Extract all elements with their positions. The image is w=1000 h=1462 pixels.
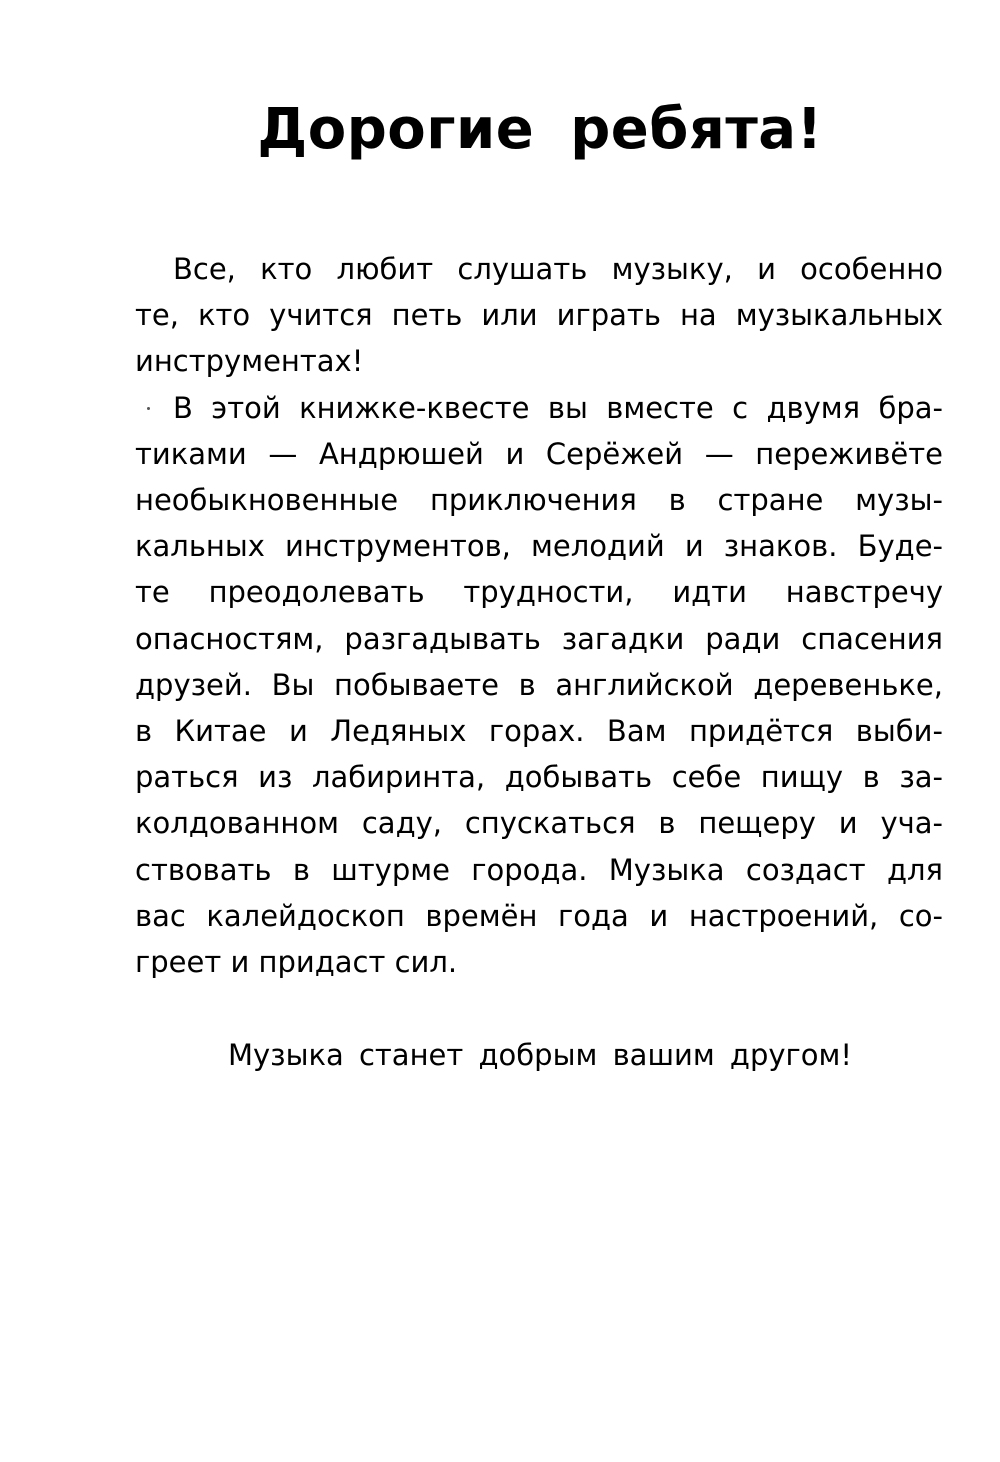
text-line: тиками — Андрюшей и Серёжей — переживёте	[135, 436, 943, 471]
text-line: необыкновенные приключения в стране музы-	[135, 483, 943, 518]
text-line: вас калейдоскоп времён года и настроений, со-	[135, 898, 943, 933]
paragraph-1	[135, 246, 943, 385]
text-line: кальных инструментов, мелодий и знаков. Буде-	[135, 529, 943, 564]
text-line: раться из лабиринта, добывать себе пищу в за-	[135, 760, 943, 795]
paragraph-2	[135, 385, 943, 986]
text-line: Все, кто любит слушать музыку, и особенно	[173, 252, 943, 286]
text-line: в Китае и Ледяных горах. Вам придётся выби-	[135, 714, 943, 749]
text-line: инструментах!	[135, 344, 364, 379]
text-line: опасностям, разгадывать загадки ради спасения	[135, 621, 943, 656]
text-line: ствовать в штурме города. Музыка создаст для	[135, 852, 943, 887]
closing-line: Музыка станет добрым вашим другом!	[227, 1038, 853, 1072]
text-line: колдованном саду, спускаться в пещеру и уча-	[135, 806, 943, 841]
text-line: те преодолевать трудности, идти навстречу	[135, 575, 943, 610]
text-line: В этой книжке-квесте вы вместе с двумя бра-	[173, 390, 943, 425]
text-line: те, кто учится петь или играть на музыкальных	[135, 298, 943, 333]
page-title: Дорогие ребята!	[257, 97, 823, 162]
text-line: греет и придаст сил.	[135, 945, 458, 980]
body-text	[135, 246, 943, 985]
text-line: друзей. Вы побываете в английской деревеньке,	[135, 667, 943, 702]
